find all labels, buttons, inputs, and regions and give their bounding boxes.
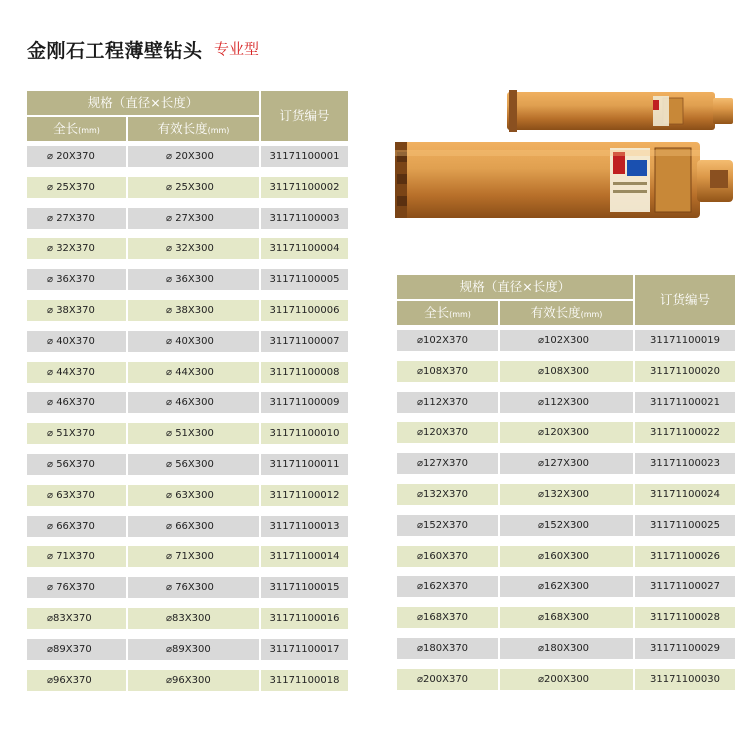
order-code-cell: 31171100006 bbox=[261, 300, 348, 321]
effective-length-cell: ⌀ 40X300 bbox=[128, 331, 259, 352]
full-length-cell: ⌀ 27X370 bbox=[27, 208, 126, 229]
page-subtitle: 专业型 bbox=[214, 40, 260, 58]
full-length-cell: ⌀ 56X370 bbox=[27, 454, 126, 475]
full-length-cell: ⌀ 32X370 bbox=[27, 238, 126, 259]
full-length-cell: ⌀96X370 bbox=[27, 670, 126, 691]
effective-length-cell: ⌀160X300 bbox=[500, 546, 633, 567]
full-length-cell: ⌀ 44X370 bbox=[27, 362, 126, 383]
full-length-cell: ⌀108X370 bbox=[397, 361, 498, 382]
effective-length-cell: ⌀89X300 bbox=[128, 639, 259, 660]
spec-table-right bbox=[397, 275, 737, 695]
order-code-cell: 31171100021 bbox=[635, 392, 735, 413]
order-code-cell: 31171100007 bbox=[261, 331, 348, 352]
order-code-cell: 31171100010 bbox=[261, 423, 348, 444]
full-length-cell: ⌀ 38X370 bbox=[27, 300, 126, 321]
order-code-cell: 31171100018 bbox=[261, 670, 348, 691]
order-code-cell: 31171100001 bbox=[261, 146, 348, 167]
effective-length-cell: ⌀83X300 bbox=[128, 608, 259, 629]
order-code-cell: 31171100026 bbox=[635, 546, 735, 567]
full-length-cell: ⌀ 36X370 bbox=[27, 269, 126, 290]
effective-length-cell: ⌀108X300 bbox=[500, 361, 633, 382]
full-length-cell: ⌀ 51X370 bbox=[27, 423, 126, 444]
header-full-length bbox=[397, 301, 498, 325]
order-code-cell: 31171100005 bbox=[261, 269, 348, 290]
effective-length-cell: ⌀162X300 bbox=[500, 576, 633, 597]
effective-length-cell: ⌀ 51X300 bbox=[128, 423, 259, 444]
order-code-cell: 31171100011 bbox=[261, 454, 348, 475]
order-code-cell: 31171100014 bbox=[261, 546, 348, 567]
effective-length-cell: ⌀ 20X300 bbox=[128, 146, 259, 167]
full-length-cell: ⌀ 76X370 bbox=[27, 577, 126, 598]
effective-length-cell: ⌀132X300 bbox=[500, 484, 633, 505]
effective-length-cell: ⌀112X300 bbox=[500, 392, 633, 413]
order-code-cell: 31171100002 bbox=[261, 177, 348, 198]
effective-length-cell: ⌀96X300 bbox=[128, 670, 259, 691]
order-code-cell: 31171100003 bbox=[261, 208, 348, 229]
header-full-length-label: 全长 bbox=[424, 305, 450, 320]
effective-length-cell: ⌀ 76X300 bbox=[128, 577, 259, 598]
order-code-cell: 31171100008 bbox=[261, 362, 348, 383]
order-code-cell: 31171100029 bbox=[635, 638, 735, 659]
header-effective-length bbox=[128, 117, 259, 141]
effective-length-cell: ⌀ 71X300 bbox=[128, 546, 259, 567]
order-code-cell: 31171100015 bbox=[261, 577, 348, 598]
effective-length-cell: ⌀200X300 bbox=[500, 669, 633, 690]
effective-length-cell: ⌀ 32X300 bbox=[128, 238, 259, 259]
full-length-cell: ⌀ 66X370 bbox=[27, 516, 126, 537]
effective-length-cell: ⌀168X300 bbox=[500, 607, 633, 628]
full-length-cell: ⌀ 71X370 bbox=[27, 546, 126, 567]
effective-length-cell: ⌀ 56X300 bbox=[128, 454, 259, 475]
effective-length-cell: ⌀ 46X300 bbox=[128, 392, 259, 413]
order-code-cell: 31171100024 bbox=[635, 484, 735, 505]
effective-length-cell: ⌀127X300 bbox=[500, 453, 633, 474]
order-code-cell: 31171100017 bbox=[261, 639, 348, 660]
order-code-cell: 31171100012 bbox=[261, 485, 348, 506]
order-code-cell: 31171100016 bbox=[261, 608, 348, 629]
header-full-length-unit: (mm) bbox=[449, 310, 471, 319]
effective-length-cell: ⌀120X300 bbox=[500, 422, 633, 443]
header-effective-length-label: 有效长度 bbox=[530, 305, 581, 320]
header-effective-length-unit: (mm) bbox=[580, 310, 603, 319]
effective-length-cell: ⌀ 27X300 bbox=[128, 208, 259, 229]
header-order-code: 订货编号 bbox=[635, 275, 735, 325]
full-length-cell: ⌀168X370 bbox=[397, 607, 498, 628]
diamond-core-bit-icon bbox=[395, 90, 737, 240]
full-length-cell: ⌀ 20X370 bbox=[27, 146, 126, 167]
full-length-cell: ⌀162X370 bbox=[397, 576, 498, 597]
order-code-cell: 31171100022 bbox=[635, 422, 735, 443]
header-full-length-unit: (mm) bbox=[78, 126, 100, 135]
full-length-cell: ⌀132X370 bbox=[397, 484, 498, 505]
effective-length-cell: ⌀ 66X300 bbox=[128, 516, 259, 537]
full-length-cell: ⌀112X370 bbox=[397, 392, 498, 413]
full-length-cell: ⌀89X370 bbox=[27, 639, 126, 660]
effective-length-cell: ⌀180X300 bbox=[500, 638, 633, 659]
effective-length-cell: ⌀ 63X300 bbox=[128, 485, 259, 506]
full-length-cell: ⌀83X370 bbox=[27, 608, 126, 629]
full-length-cell: ⌀180X370 bbox=[397, 638, 498, 659]
header-spec: 规格（直径×长度） bbox=[397, 275, 633, 299]
full-length-cell: ⌀ 25X370 bbox=[27, 177, 126, 198]
order-code-cell: 31171100009 bbox=[261, 392, 348, 413]
effective-length-cell: ⌀ 36X300 bbox=[128, 269, 259, 290]
full-length-cell: ⌀ 63X370 bbox=[27, 485, 126, 506]
spec-table-left bbox=[27, 91, 348, 691]
full-length-cell: ⌀ 40X370 bbox=[27, 331, 126, 352]
effective-length-cell: ⌀ 44X300 bbox=[128, 362, 259, 383]
full-length-cell: ⌀127X370 bbox=[397, 453, 498, 474]
full-length-cell: ⌀160X370 bbox=[397, 546, 498, 567]
full-length-cell: ⌀120X370 bbox=[397, 422, 498, 443]
header-spec: 规格（直径×长度） bbox=[27, 91, 259, 115]
effective-length-cell: ⌀ 25X300 bbox=[128, 177, 259, 198]
header-order-code: 订货编号 bbox=[261, 91, 348, 141]
header-full-length-label: 全长 bbox=[53, 121, 79, 136]
order-code-cell: 31171100027 bbox=[635, 576, 735, 597]
full-length-cell: ⌀ 46X370 bbox=[27, 392, 126, 413]
effective-length-cell: ⌀ 38X300 bbox=[128, 300, 259, 321]
header-effective-length bbox=[500, 301, 633, 325]
full-length-cell: ⌀152X370 bbox=[397, 515, 498, 536]
full-length-cell: ⌀200X370 bbox=[397, 669, 498, 690]
order-code-cell: 31171100019 bbox=[635, 330, 735, 351]
order-code-cell: 31171100025 bbox=[635, 515, 735, 536]
page-title: 金刚石工程薄壁钻头 bbox=[27, 40, 203, 62]
order-code-cell: 31171100030 bbox=[635, 669, 735, 690]
order-code-cell: 31171100028 bbox=[635, 607, 735, 628]
order-code-cell: 31171100013 bbox=[261, 516, 348, 537]
header-full-length bbox=[27, 117, 126, 141]
order-code-cell: 31171100023 bbox=[635, 453, 735, 474]
order-code-cell: 31171100004 bbox=[261, 238, 348, 259]
header-effective-length-unit: (mm) bbox=[207, 126, 230, 135]
header-effective-length-label: 有效长度 bbox=[157, 121, 208, 136]
effective-length-cell: ⌀102X300 bbox=[500, 330, 633, 351]
effective-length-cell: ⌀152X300 bbox=[500, 515, 633, 536]
order-code-cell: 31171100020 bbox=[635, 361, 735, 382]
full-length-cell: ⌀102X370 bbox=[397, 330, 498, 351]
